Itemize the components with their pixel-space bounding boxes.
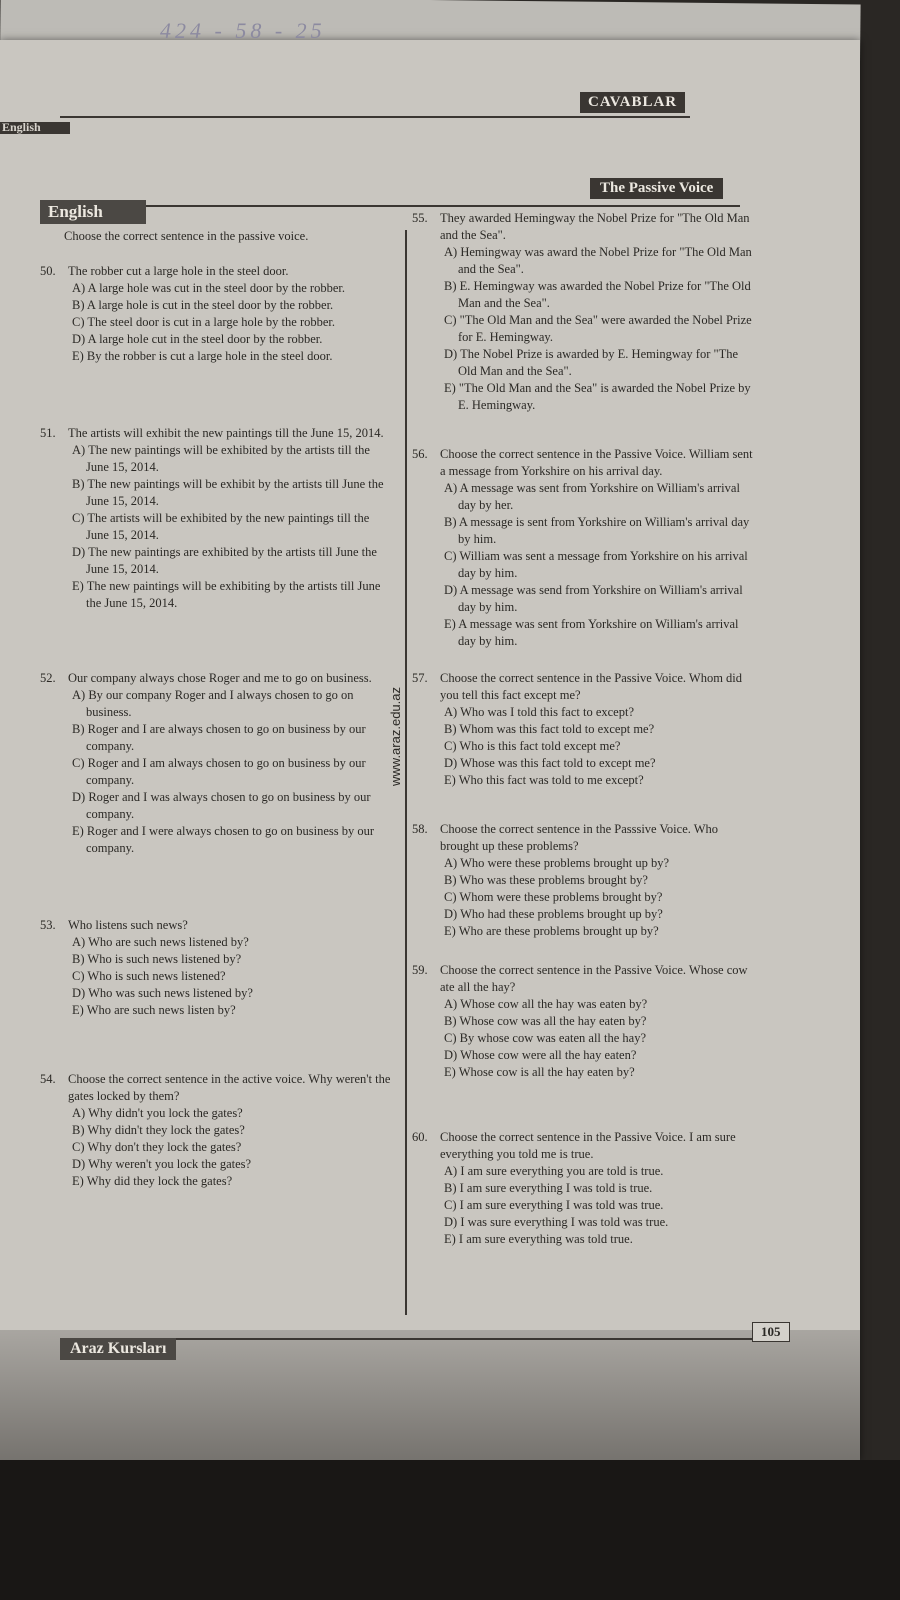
answer-option: C) Whom were these problems brought by? bbox=[444, 890, 663, 904]
question-stem bbox=[412, 670, 757, 704]
answer-option: E) Who this fact was told to me except? bbox=[444, 773, 644, 787]
question-number: 50. bbox=[40, 264, 56, 278]
answer-option: D) I was sure everything I was told was true. bbox=[444, 1215, 669, 1229]
answers-header: CAVABLAR bbox=[580, 92, 685, 113]
question-text: The robber cut a large hole in the steel door. bbox=[68, 264, 289, 278]
answer-option: A) Who are such news listened by? bbox=[72, 935, 249, 949]
question-block bbox=[412, 446, 757, 650]
question-number: 52. bbox=[40, 671, 56, 685]
question-number: 54. bbox=[40, 1072, 56, 1086]
answer-option: B) Whom was this fact told to except me? bbox=[444, 722, 655, 736]
answer-option: C) "The Old Man and the Sea" were awarded the Nobel Prize for E. Hemingway. bbox=[444, 313, 752, 344]
background-surface bbox=[0, 1460, 900, 1600]
handwritten-note: 424 - 58 - 25 bbox=[160, 18, 326, 43]
question-number: 60. bbox=[412, 1130, 428, 1144]
answer-option: D) Roger and I was always chosen to go on business by our company. bbox=[72, 790, 371, 821]
footer-brand: Araz Kursları bbox=[60, 1338, 176, 1360]
topic-header: The Passive Voice bbox=[590, 178, 723, 199]
answer-option: E) Why did they lock the gates? bbox=[72, 1174, 233, 1188]
question-block bbox=[40, 670, 395, 857]
column-divider bbox=[405, 230, 407, 1315]
answer-option: D) Whose was this fact told to except me? bbox=[444, 756, 656, 770]
question-block bbox=[412, 1129, 757, 1248]
question-stem bbox=[412, 210, 757, 244]
question-stem bbox=[412, 962, 757, 996]
right-column bbox=[412, 210, 757, 1248]
question-text: Choose the correct sentence in the active voice. Why weren't the gates locked by them? bbox=[68, 1072, 391, 1103]
question-text: Choose the correct sentence in the Passive Voice. Whom did you tell this fact except me? bbox=[440, 671, 743, 702]
answer-option: E) Who are these problems brought up by? bbox=[444, 924, 659, 938]
question-text: Choose the correct sentence in the Passive Voice. I am sure everything you told me is true. bbox=[440, 1130, 736, 1161]
answer-option: D) A large hole cut in the steel door by the robber. bbox=[72, 332, 323, 346]
question-text: Who listens such news? bbox=[68, 918, 188, 932]
subject-header: English bbox=[40, 200, 146, 224]
answer-option: E) "The Old Man and the Sea" is awarded the Nobel Prize by E. Hemingway. bbox=[444, 381, 751, 412]
question-number: 56. bbox=[412, 447, 428, 461]
left-column bbox=[40, 228, 395, 1190]
answer-option: C) By whose cow was eaten all the hay? bbox=[444, 1031, 647, 1045]
answer-option: C) I am sure everything I was told was true. bbox=[444, 1198, 664, 1212]
answers-rule bbox=[60, 116, 690, 118]
answer-option: E) I am sure everything was told true. bbox=[444, 1232, 633, 1246]
answer-option: E) The new paintings will be exhibiting by the artists till June the June 15, 2014. bbox=[72, 579, 381, 610]
previous-page-label: English bbox=[2, 120, 41, 134]
answer-option: A) Who was I told this fact to except? bbox=[444, 705, 634, 719]
question-block bbox=[412, 821, 757, 940]
answer-option: B) Whose cow was all the hay eaten by? bbox=[444, 1014, 647, 1028]
question-number: 58. bbox=[412, 822, 428, 836]
question-stem bbox=[40, 917, 395, 934]
answer-option: A) By our company Roger and I always chosen to go on business. bbox=[72, 688, 354, 719]
question-text: They awarded Hemingway the Nobel Prize for "The Old Man and the Sea". bbox=[440, 211, 750, 242]
answer-option: B) Who is such news listened by? bbox=[72, 952, 242, 966]
answer-option: A) The new paintings will be exhibited by the artists till the June 15, 2014. bbox=[72, 443, 370, 474]
question-text: Our company always chose Roger and me to go on business. bbox=[68, 671, 372, 685]
question-block bbox=[40, 1071, 395, 1190]
answer-option: E) Who are such news listen by? bbox=[72, 1003, 236, 1017]
answer-option: B) E. Hemingway was awarded the Nobel Prize for "The Old Man and the Sea". bbox=[444, 279, 751, 310]
left-question-list bbox=[40, 263, 395, 1190]
question-block bbox=[412, 670, 757, 789]
question-number: 51. bbox=[40, 426, 56, 440]
answer-option: A) Who were these problems brought up by? bbox=[444, 856, 670, 870]
question-number: 57. bbox=[412, 671, 428, 685]
answer-option: A) Why didn't you lock the gates? bbox=[72, 1106, 243, 1120]
answer-option: E) By the robber is cut a large hole in the steel door. bbox=[72, 349, 333, 363]
answer-option: D) The Nobel Prize is awarded by E. Hemingway for "The Old Man and the Sea". bbox=[444, 347, 739, 378]
answer-option: A) I am sure everything you are told is true. bbox=[444, 1164, 664, 1178]
answer-option: C) The artists will be exhibited by the new paintings till the June 15, 2014. bbox=[72, 511, 370, 542]
question-number: 55. bbox=[412, 211, 428, 225]
question-stem bbox=[40, 263, 395, 280]
answer-option: A) Whose cow all the hay was eaten by? bbox=[444, 997, 648, 1011]
answer-option: D) Who was such news listened by? bbox=[72, 986, 253, 1000]
question-text: Choose the correct sentence in the Passsive Voice. Who brought up these problems? bbox=[440, 822, 719, 853]
answer-option: B) The new paintings will be exhibit by the artists till June the June 15, 2014. bbox=[72, 477, 384, 508]
question-number: 53. bbox=[40, 918, 56, 932]
answer-option: C) The steel door is cut in a large hole by the robber. bbox=[72, 315, 336, 329]
answer-option: B) I am sure everything I was told is true. bbox=[444, 1181, 653, 1195]
answer-option: E) Roger and I were always chosen to go on business by our company. bbox=[72, 824, 375, 855]
answer-option: C) Who is such news listened? bbox=[72, 969, 226, 983]
website-text: www.araz.edu.az bbox=[388, 683, 403, 790]
question-stem bbox=[412, 446, 757, 480]
answer-option: D) A message was send from Yorkshire on William's arrival day by him. bbox=[444, 583, 743, 614]
answer-option: C) William was sent a message from Yorkshire on his arrival day by him. bbox=[444, 549, 748, 580]
question-stem bbox=[40, 670, 395, 687]
right-question-list bbox=[412, 210, 757, 1248]
question-block bbox=[40, 263, 395, 365]
answer-option: B) Roger and I are always chosen to go on business by our company. bbox=[72, 722, 366, 753]
answer-option: B) A message is sent from Yorkshire on William's arrival day by him. bbox=[444, 515, 750, 546]
answer-option: D) The new paintings are exhibited by the artists till June the June 15, 2014. bbox=[72, 545, 377, 576]
answer-option: A) A large hole was cut in the steel door by the robber. bbox=[72, 281, 345, 295]
question-stem bbox=[412, 821, 757, 855]
answer-option: A) A message was sent from Yorkshire on William's arrival day by her. bbox=[444, 481, 740, 512]
answer-option: C) Roger and I am always chosen to go on business by our company. bbox=[72, 756, 366, 787]
page-number: 105 bbox=[752, 1322, 790, 1342]
question-block bbox=[40, 425, 395, 612]
answer-option: D) Why weren't you lock the gates? bbox=[72, 1157, 252, 1171]
answer-option: B) Who was these problems brought by? bbox=[444, 873, 648, 887]
answer-option: D) Whose cow were all the hay eaten? bbox=[444, 1048, 637, 1062]
question-text: Choose the correct sentence in the Passive Voice. Whose cow ate all the hay? bbox=[440, 963, 748, 994]
question-number: 59. bbox=[412, 963, 428, 977]
answer-option: B) A large hole is cut in the steel door by the robber. bbox=[72, 298, 334, 312]
question-text: The artists will exhibit the new paintings till the June 15, 2014. bbox=[68, 426, 384, 440]
answer-option: E) A message was sent from Yorkshire on William's arrival day by him. bbox=[444, 617, 739, 648]
instruction-text: Choose the correct sentence in the passive voice. bbox=[64, 229, 309, 243]
question-text: Choose the correct sentence in the Passive Voice. William sent a message from Yorkshire on his arrival day. bbox=[440, 447, 753, 478]
answer-option: C) Who is this fact told except me? bbox=[444, 739, 621, 753]
answer-option: C) Why don't they lock the gates? bbox=[72, 1140, 242, 1154]
answer-option: D) Who had these problems brought up by? bbox=[444, 907, 663, 921]
question-block bbox=[412, 962, 757, 1081]
question-stem bbox=[40, 1071, 395, 1105]
answer-option: A) Hemingway was award the Nobel Prize for "The Old Man and the Sea". bbox=[444, 245, 752, 276]
answer-option: E) Whose cow is all the hay eaten by? bbox=[444, 1065, 635, 1079]
question-block bbox=[412, 210, 757, 414]
answer-option: B) Why didn't they lock the gates? bbox=[72, 1123, 245, 1137]
question-block bbox=[40, 917, 395, 1019]
question-stem bbox=[40, 425, 395, 442]
question-stem bbox=[412, 1129, 757, 1163]
